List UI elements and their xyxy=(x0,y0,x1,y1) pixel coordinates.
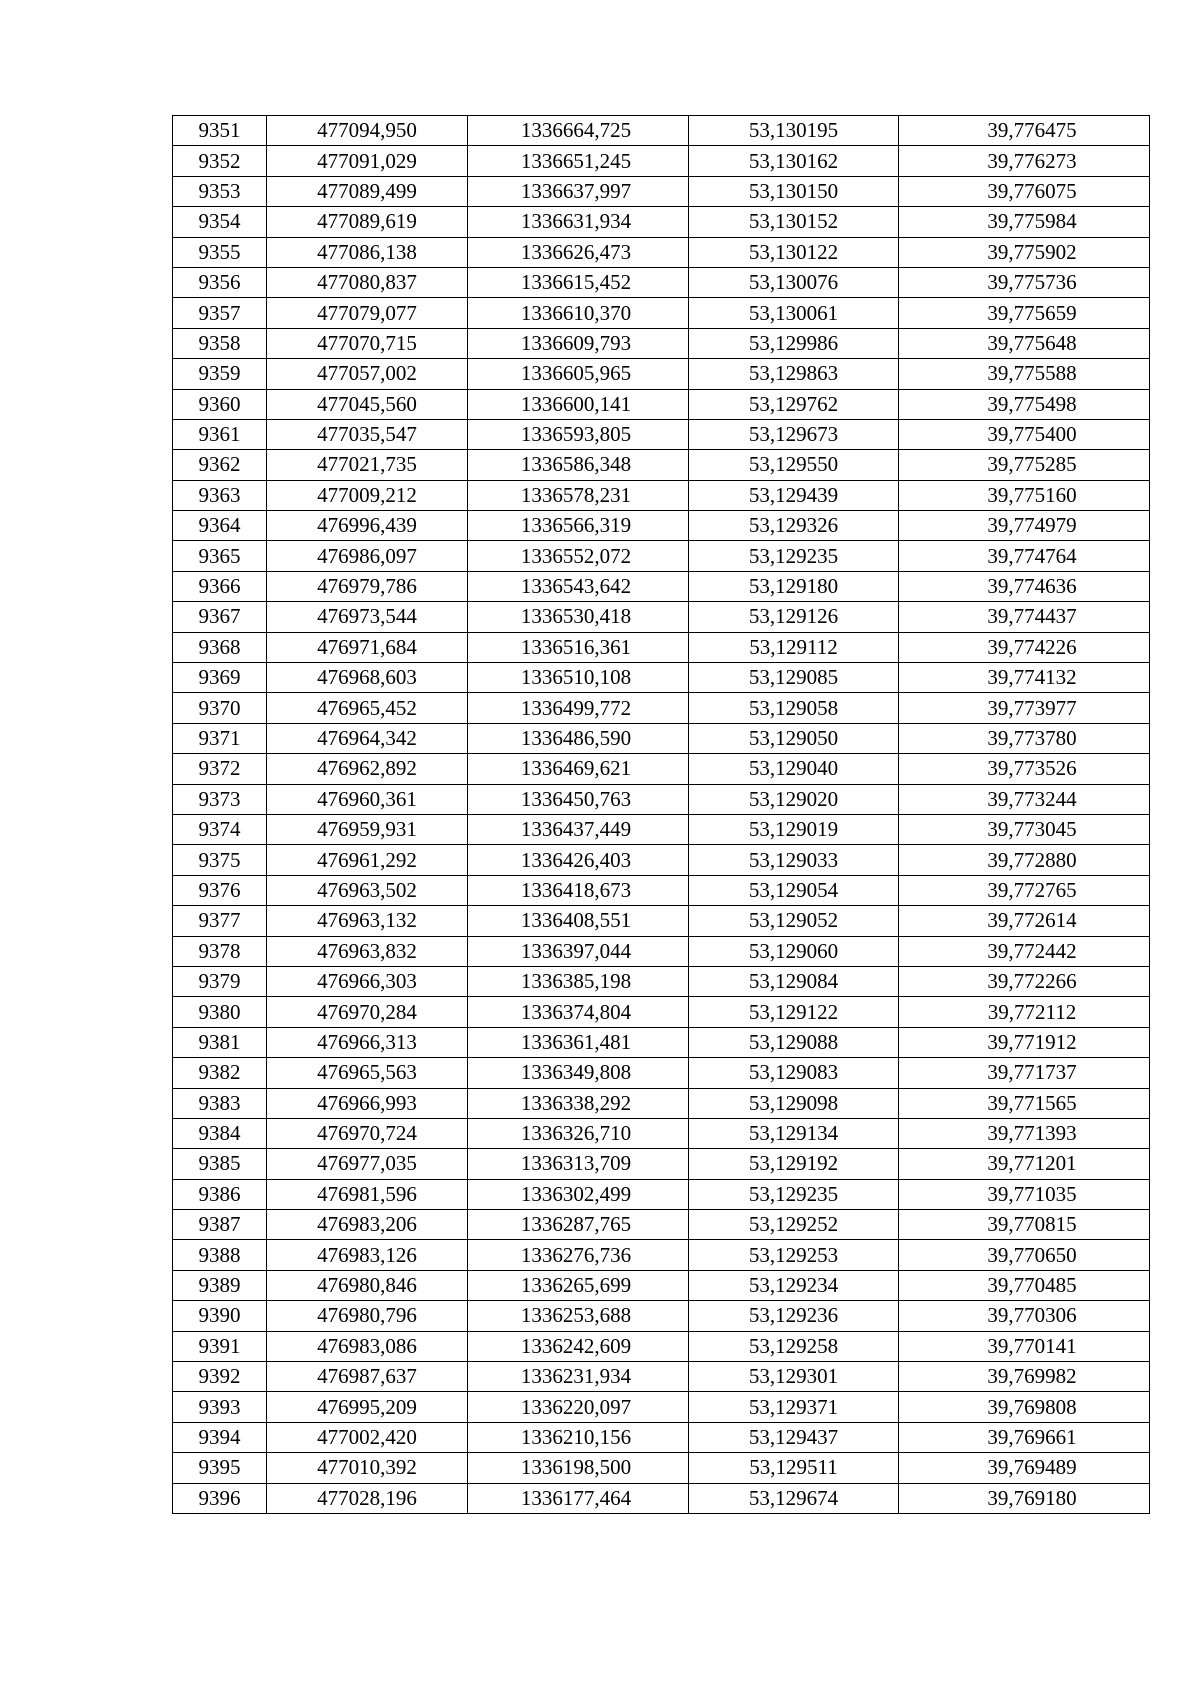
longitude-cell: 39,772880 xyxy=(899,845,1150,875)
longitude-cell: 39,774636 xyxy=(899,571,1150,601)
table-row xyxy=(173,723,1150,753)
longitude-cell: 39,773526 xyxy=(899,754,1150,784)
point-number-cell: 9388 xyxy=(173,1240,267,1270)
latitude-cell: 53,129019 xyxy=(689,814,899,844)
table-row xyxy=(173,419,1150,449)
y-coordinate-cell: 1336566,319 xyxy=(468,511,689,541)
y-coordinate-cell: 1336543,642 xyxy=(468,571,689,601)
y-coordinate-cell: 1336610,370 xyxy=(468,298,689,328)
x-coordinate-cell: 476963,502 xyxy=(267,875,468,905)
latitude-cell: 53,129863 xyxy=(689,359,899,389)
point-number-cell: 9364 xyxy=(173,511,267,541)
longitude-cell: 39,769808 xyxy=(899,1392,1150,1422)
point-number-cell: 9386 xyxy=(173,1179,267,1209)
point-number-cell: 9380 xyxy=(173,997,267,1027)
x-coordinate-cell: 476960,361 xyxy=(267,784,468,814)
point-number-cell: 9370 xyxy=(173,693,267,723)
longitude-cell: 39,775902 xyxy=(899,237,1150,267)
y-coordinate-cell: 1336265,699 xyxy=(468,1270,689,1300)
point-number-cell: 9378 xyxy=(173,936,267,966)
x-coordinate-cell: 477089,499 xyxy=(267,176,468,206)
latitude-cell: 53,129112 xyxy=(689,632,899,662)
table-row xyxy=(173,1179,1150,1209)
x-coordinate-cell: 477057,002 xyxy=(267,359,468,389)
y-coordinate-cell: 1336253,688 xyxy=(468,1301,689,1331)
point-number-cell: 9352 xyxy=(173,146,267,176)
point-number-cell: 9396 xyxy=(173,1483,267,1513)
x-coordinate-cell: 476983,126 xyxy=(267,1240,468,1270)
longitude-cell: 39,772266 xyxy=(899,966,1150,996)
table-row xyxy=(173,1483,1150,1513)
point-number-cell: 9385 xyxy=(173,1149,267,1179)
x-coordinate-cell: 476973,544 xyxy=(267,602,468,632)
x-coordinate-cell: 476980,796 xyxy=(267,1301,468,1331)
latitude-cell: 53,129020 xyxy=(689,784,899,814)
y-coordinate-cell: 1336408,551 xyxy=(468,906,689,936)
x-coordinate-cell: 476987,637 xyxy=(267,1362,468,1392)
point-number-cell: 9379 xyxy=(173,966,267,996)
y-coordinate-cell: 1336242,609 xyxy=(468,1331,689,1361)
x-coordinate-cell: 476966,313 xyxy=(267,1027,468,1057)
longitude-cell: 39,770650 xyxy=(899,1240,1150,1270)
x-coordinate-cell: 476965,452 xyxy=(267,693,468,723)
x-coordinate-cell: 477002,420 xyxy=(267,1422,468,1452)
table-row xyxy=(173,267,1150,297)
x-coordinate-cell: 476970,724 xyxy=(267,1118,468,1148)
table-row xyxy=(173,845,1150,875)
y-coordinate-cell: 1336586,348 xyxy=(468,450,689,480)
longitude-cell: 39,771912 xyxy=(899,1027,1150,1057)
coordinate-table-body xyxy=(173,116,1150,1514)
table-row xyxy=(173,298,1150,328)
x-coordinate-cell: 476959,931 xyxy=(267,814,468,844)
longitude-cell: 39,774979 xyxy=(899,511,1150,541)
y-coordinate-cell: 1336287,765 xyxy=(468,1210,689,1240)
table-row xyxy=(173,146,1150,176)
longitude-cell: 39,771035 xyxy=(899,1179,1150,1209)
longitude-cell: 39,771393 xyxy=(899,1118,1150,1148)
longitude-cell: 39,772112 xyxy=(899,997,1150,1027)
point-number-cell: 9383 xyxy=(173,1088,267,1118)
point-number-cell: 9384 xyxy=(173,1118,267,1148)
latitude-cell: 53,129060 xyxy=(689,936,899,966)
longitude-cell: 39,772442 xyxy=(899,936,1150,966)
latitude-cell: 53,130162 xyxy=(689,146,899,176)
x-coordinate-cell: 476970,284 xyxy=(267,997,468,1027)
point-number-cell: 9391 xyxy=(173,1331,267,1361)
latitude-cell: 53,129673 xyxy=(689,419,899,449)
table-row xyxy=(173,1453,1150,1483)
y-coordinate-cell: 1336499,772 xyxy=(468,693,689,723)
table-row xyxy=(173,450,1150,480)
x-coordinate-cell: 477091,029 xyxy=(267,146,468,176)
latitude-cell: 53,129126 xyxy=(689,602,899,632)
longitude-cell: 39,770815 xyxy=(899,1210,1150,1240)
longitude-cell: 39,769180 xyxy=(899,1483,1150,1513)
table-row xyxy=(173,997,1150,1027)
point-number-cell: 9395 xyxy=(173,1453,267,1483)
longitude-cell: 39,775659 xyxy=(899,298,1150,328)
latitude-cell: 53,129253 xyxy=(689,1240,899,1270)
point-number-cell: 9390 xyxy=(173,1301,267,1331)
table-row xyxy=(173,814,1150,844)
point-number-cell: 9357 xyxy=(173,298,267,328)
x-coordinate-cell: 476963,132 xyxy=(267,906,468,936)
latitude-cell: 53,129088 xyxy=(689,1027,899,1057)
point-number-cell: 9360 xyxy=(173,389,267,419)
longitude-cell: 39,769661 xyxy=(899,1422,1150,1452)
latitude-cell: 53,129052 xyxy=(689,906,899,936)
y-coordinate-cell: 1336637,997 xyxy=(468,176,689,206)
point-number-cell: 9389 xyxy=(173,1270,267,1300)
table-row xyxy=(173,541,1150,571)
longitude-cell: 39,774226 xyxy=(899,632,1150,662)
point-number-cell: 9362 xyxy=(173,450,267,480)
table-row xyxy=(173,602,1150,632)
longitude-cell: 39,775160 xyxy=(899,480,1150,510)
x-coordinate-cell: 476965,563 xyxy=(267,1058,468,1088)
latitude-cell: 53,129326 xyxy=(689,511,899,541)
table-row xyxy=(173,328,1150,358)
longitude-cell: 39,774437 xyxy=(899,602,1150,632)
latitude-cell: 53,129192 xyxy=(689,1149,899,1179)
latitude-cell: 53,129439 xyxy=(689,480,899,510)
table-row xyxy=(173,389,1150,419)
y-coordinate-cell: 1336450,763 xyxy=(468,784,689,814)
point-number-cell: 9375 xyxy=(173,845,267,875)
latitude-cell: 53,129258 xyxy=(689,1331,899,1361)
x-coordinate-cell: 476961,292 xyxy=(267,845,468,875)
y-coordinate-cell: 1336385,198 xyxy=(468,966,689,996)
x-coordinate-cell: 476977,035 xyxy=(267,1149,468,1179)
latitude-cell: 53,129098 xyxy=(689,1088,899,1118)
x-coordinate-cell: 477010,392 xyxy=(267,1453,468,1483)
y-coordinate-cell: 1336418,673 xyxy=(468,875,689,905)
longitude-cell: 39,775400 xyxy=(899,419,1150,449)
latitude-cell: 53,130061 xyxy=(689,298,899,328)
y-coordinate-cell: 1336552,072 xyxy=(468,541,689,571)
latitude-cell: 53,129986 xyxy=(689,328,899,358)
x-coordinate-cell: 477070,715 xyxy=(267,328,468,358)
table-row xyxy=(173,237,1150,267)
x-coordinate-cell: 476966,303 xyxy=(267,966,468,996)
latitude-cell: 53,129235 xyxy=(689,541,899,571)
longitude-cell: 39,769489 xyxy=(899,1453,1150,1483)
latitude-cell: 53,129234 xyxy=(689,1270,899,1300)
table-row xyxy=(173,1392,1150,1422)
point-number-cell: 9377 xyxy=(173,906,267,936)
latitude-cell: 53,129550 xyxy=(689,450,899,480)
table-row xyxy=(173,1149,1150,1179)
longitude-cell: 39,775984 xyxy=(899,207,1150,237)
latitude-cell: 53,129511 xyxy=(689,1453,899,1483)
y-coordinate-cell: 1336486,590 xyxy=(468,723,689,753)
latitude-cell: 53,129058 xyxy=(689,693,899,723)
y-coordinate-cell: 1336374,804 xyxy=(468,997,689,1027)
x-coordinate-cell: 476966,993 xyxy=(267,1088,468,1118)
longitude-cell: 39,773780 xyxy=(899,723,1150,753)
y-coordinate-cell: 1336578,231 xyxy=(468,480,689,510)
latitude-cell: 53,129033 xyxy=(689,845,899,875)
y-coordinate-cell: 1336397,044 xyxy=(468,936,689,966)
y-coordinate-cell: 1336437,449 xyxy=(468,814,689,844)
table-row xyxy=(173,1210,1150,1240)
point-number-cell: 9363 xyxy=(173,480,267,510)
latitude-cell: 53,130195 xyxy=(689,116,899,146)
longitude-cell: 39,776475 xyxy=(899,116,1150,146)
point-number-cell: 9354 xyxy=(173,207,267,237)
y-coordinate-cell: 1336361,481 xyxy=(468,1027,689,1057)
table-row xyxy=(173,966,1150,996)
latitude-cell: 53,130152 xyxy=(689,207,899,237)
longitude-cell: 39,774132 xyxy=(899,663,1150,693)
x-coordinate-cell: 476983,086 xyxy=(267,1331,468,1361)
x-coordinate-cell: 476964,342 xyxy=(267,723,468,753)
point-number-cell: 9373 xyxy=(173,784,267,814)
point-number-cell: 9393 xyxy=(173,1392,267,1422)
point-number-cell: 9355 xyxy=(173,237,267,267)
x-coordinate-cell: 476971,684 xyxy=(267,632,468,662)
latitude-cell: 53,129301 xyxy=(689,1362,899,1392)
table-row xyxy=(173,663,1150,693)
y-coordinate-cell: 1336210,156 xyxy=(468,1422,689,1452)
table-row xyxy=(173,1240,1150,1270)
longitude-cell: 39,776075 xyxy=(899,176,1150,206)
longitude-cell: 39,776273 xyxy=(899,146,1150,176)
y-coordinate-cell: 1336469,621 xyxy=(468,754,689,784)
table-row xyxy=(173,1270,1150,1300)
table-row xyxy=(173,1331,1150,1361)
point-number-cell: 9381 xyxy=(173,1027,267,1057)
y-coordinate-cell: 1336231,934 xyxy=(468,1362,689,1392)
latitude-cell: 53,130150 xyxy=(689,176,899,206)
table-row xyxy=(173,176,1150,206)
table-row xyxy=(173,359,1150,389)
longitude-cell: 39,773045 xyxy=(899,814,1150,844)
x-coordinate-cell: 476986,097 xyxy=(267,541,468,571)
point-number-cell: 9369 xyxy=(173,663,267,693)
point-number-cell: 9359 xyxy=(173,359,267,389)
point-number-cell: 9361 xyxy=(173,419,267,449)
latitude-cell: 53,129134 xyxy=(689,1118,899,1148)
longitude-cell: 39,772614 xyxy=(899,906,1150,936)
latitude-cell: 53,129674 xyxy=(689,1483,899,1513)
y-coordinate-cell: 1336605,965 xyxy=(468,359,689,389)
longitude-cell: 39,775498 xyxy=(899,389,1150,419)
point-number-cell: 9365 xyxy=(173,541,267,571)
table-row xyxy=(173,784,1150,814)
point-number-cell: 9371 xyxy=(173,723,267,753)
longitude-cell: 39,769982 xyxy=(899,1362,1150,1392)
x-coordinate-cell: 477045,560 xyxy=(267,389,468,419)
point-number-cell: 9376 xyxy=(173,875,267,905)
longitude-cell: 39,771201 xyxy=(899,1149,1150,1179)
table-row xyxy=(173,906,1150,936)
point-number-cell: 9372 xyxy=(173,754,267,784)
y-coordinate-cell: 1336302,499 xyxy=(468,1179,689,1209)
point-number-cell: 9356 xyxy=(173,267,267,297)
y-coordinate-cell: 1336651,245 xyxy=(468,146,689,176)
point-number-cell: 9387 xyxy=(173,1210,267,1240)
longitude-cell: 39,771565 xyxy=(899,1088,1150,1118)
latitude-cell: 53,129085 xyxy=(689,663,899,693)
x-coordinate-cell: 477009,212 xyxy=(267,480,468,510)
y-coordinate-cell: 1336426,403 xyxy=(468,845,689,875)
y-coordinate-cell: 1336593,805 xyxy=(468,419,689,449)
longitude-cell: 39,773977 xyxy=(899,693,1150,723)
latitude-cell: 53,129054 xyxy=(689,875,899,905)
x-coordinate-cell: 477094,950 xyxy=(267,116,468,146)
point-number-cell: 9353 xyxy=(173,176,267,206)
y-coordinate-cell: 1336349,808 xyxy=(468,1058,689,1088)
point-number-cell: 9358 xyxy=(173,328,267,358)
point-number-cell: 9368 xyxy=(173,632,267,662)
y-coordinate-cell: 1336664,725 xyxy=(468,116,689,146)
table-row xyxy=(173,1118,1150,1148)
x-coordinate-cell: 476962,892 xyxy=(267,754,468,784)
longitude-cell: 39,770485 xyxy=(899,1270,1150,1300)
y-coordinate-cell: 1336510,108 xyxy=(468,663,689,693)
table-row xyxy=(173,116,1150,146)
x-coordinate-cell: 477080,837 xyxy=(267,267,468,297)
y-coordinate-cell: 1336177,464 xyxy=(468,1483,689,1513)
y-coordinate-cell: 1336626,473 xyxy=(468,237,689,267)
x-coordinate-cell: 476995,209 xyxy=(267,1392,468,1422)
table-row xyxy=(173,875,1150,905)
table-row xyxy=(173,480,1150,510)
longitude-cell: 39,773244 xyxy=(899,784,1150,814)
latitude-cell: 53,129083 xyxy=(689,1058,899,1088)
x-coordinate-cell: 476979,786 xyxy=(267,571,468,601)
latitude-cell: 53,129371 xyxy=(689,1392,899,1422)
y-coordinate-cell: 1336516,361 xyxy=(468,632,689,662)
x-coordinate-cell: 477035,547 xyxy=(267,419,468,449)
latitude-cell: 53,129084 xyxy=(689,966,899,996)
longitude-cell: 39,770306 xyxy=(899,1301,1150,1331)
latitude-cell: 53,129040 xyxy=(689,754,899,784)
table-row xyxy=(173,1422,1150,1452)
y-coordinate-cell: 1336600,141 xyxy=(468,389,689,419)
table-row xyxy=(173,936,1150,966)
table-row xyxy=(173,1058,1150,1088)
table-row xyxy=(173,511,1150,541)
longitude-cell: 39,774764 xyxy=(899,541,1150,571)
x-coordinate-cell: 477089,619 xyxy=(267,207,468,237)
table-row xyxy=(173,1301,1150,1331)
latitude-cell: 53,129180 xyxy=(689,571,899,601)
x-coordinate-cell: 476996,439 xyxy=(267,511,468,541)
table-row xyxy=(173,1088,1150,1118)
latitude-cell: 53,129122 xyxy=(689,997,899,1027)
point-number-cell: 9374 xyxy=(173,814,267,844)
table-row xyxy=(173,693,1150,723)
x-coordinate-cell: 477028,196 xyxy=(267,1483,468,1513)
latitude-cell: 53,130122 xyxy=(689,237,899,267)
x-coordinate-cell: 476963,832 xyxy=(267,936,468,966)
x-coordinate-cell: 477086,138 xyxy=(267,237,468,267)
y-coordinate-cell: 1336631,934 xyxy=(468,207,689,237)
point-number-cell: 9394 xyxy=(173,1422,267,1452)
latitude-cell: 53,129252 xyxy=(689,1210,899,1240)
y-coordinate-cell: 1336615,452 xyxy=(468,267,689,297)
point-number-cell: 9351 xyxy=(173,116,267,146)
coordinate-table xyxy=(172,115,1150,1514)
table-row xyxy=(173,1027,1150,1057)
y-coordinate-cell: 1336338,292 xyxy=(468,1088,689,1118)
table-row xyxy=(173,571,1150,601)
y-coordinate-cell: 1336609,793 xyxy=(468,328,689,358)
x-coordinate-cell: 476981,596 xyxy=(267,1179,468,1209)
y-coordinate-cell: 1336326,710 xyxy=(468,1118,689,1148)
latitude-cell: 53,129762 xyxy=(689,389,899,419)
longitude-cell: 39,771737 xyxy=(899,1058,1150,1088)
longitude-cell: 39,770141 xyxy=(899,1331,1150,1361)
table-row xyxy=(173,1362,1150,1392)
y-coordinate-cell: 1336220,097 xyxy=(468,1392,689,1422)
table-row xyxy=(173,754,1150,784)
y-coordinate-cell: 1336313,709 xyxy=(468,1149,689,1179)
point-number-cell: 9382 xyxy=(173,1058,267,1088)
x-coordinate-cell: 477021,735 xyxy=(267,450,468,480)
table-row xyxy=(173,632,1150,662)
point-number-cell: 9366 xyxy=(173,571,267,601)
longitude-cell: 39,775285 xyxy=(899,450,1150,480)
y-coordinate-cell: 1336530,418 xyxy=(468,602,689,632)
point-number-cell: 9367 xyxy=(173,602,267,632)
y-coordinate-cell: 1336198,500 xyxy=(468,1453,689,1483)
longitude-cell: 39,772765 xyxy=(899,875,1150,905)
longitude-cell: 39,775588 xyxy=(899,359,1150,389)
latitude-cell: 53,129050 xyxy=(689,723,899,753)
latitude-cell: 53,129236 xyxy=(689,1301,899,1331)
y-coordinate-cell: 1336276,736 xyxy=(468,1240,689,1270)
x-coordinate-cell: 476980,846 xyxy=(267,1270,468,1300)
latitude-cell: 53,129437 xyxy=(689,1422,899,1452)
x-coordinate-cell: 477079,077 xyxy=(267,298,468,328)
latitude-cell: 53,130076 xyxy=(689,267,899,297)
x-coordinate-cell: 476968,603 xyxy=(267,663,468,693)
longitude-cell: 39,775736 xyxy=(899,267,1150,297)
table-row xyxy=(173,207,1150,237)
longitude-cell: 39,775648 xyxy=(899,328,1150,358)
x-coordinate-cell: 476983,206 xyxy=(267,1210,468,1240)
point-number-cell: 9392 xyxy=(173,1362,267,1392)
latitude-cell: 53,129235 xyxy=(689,1179,899,1209)
